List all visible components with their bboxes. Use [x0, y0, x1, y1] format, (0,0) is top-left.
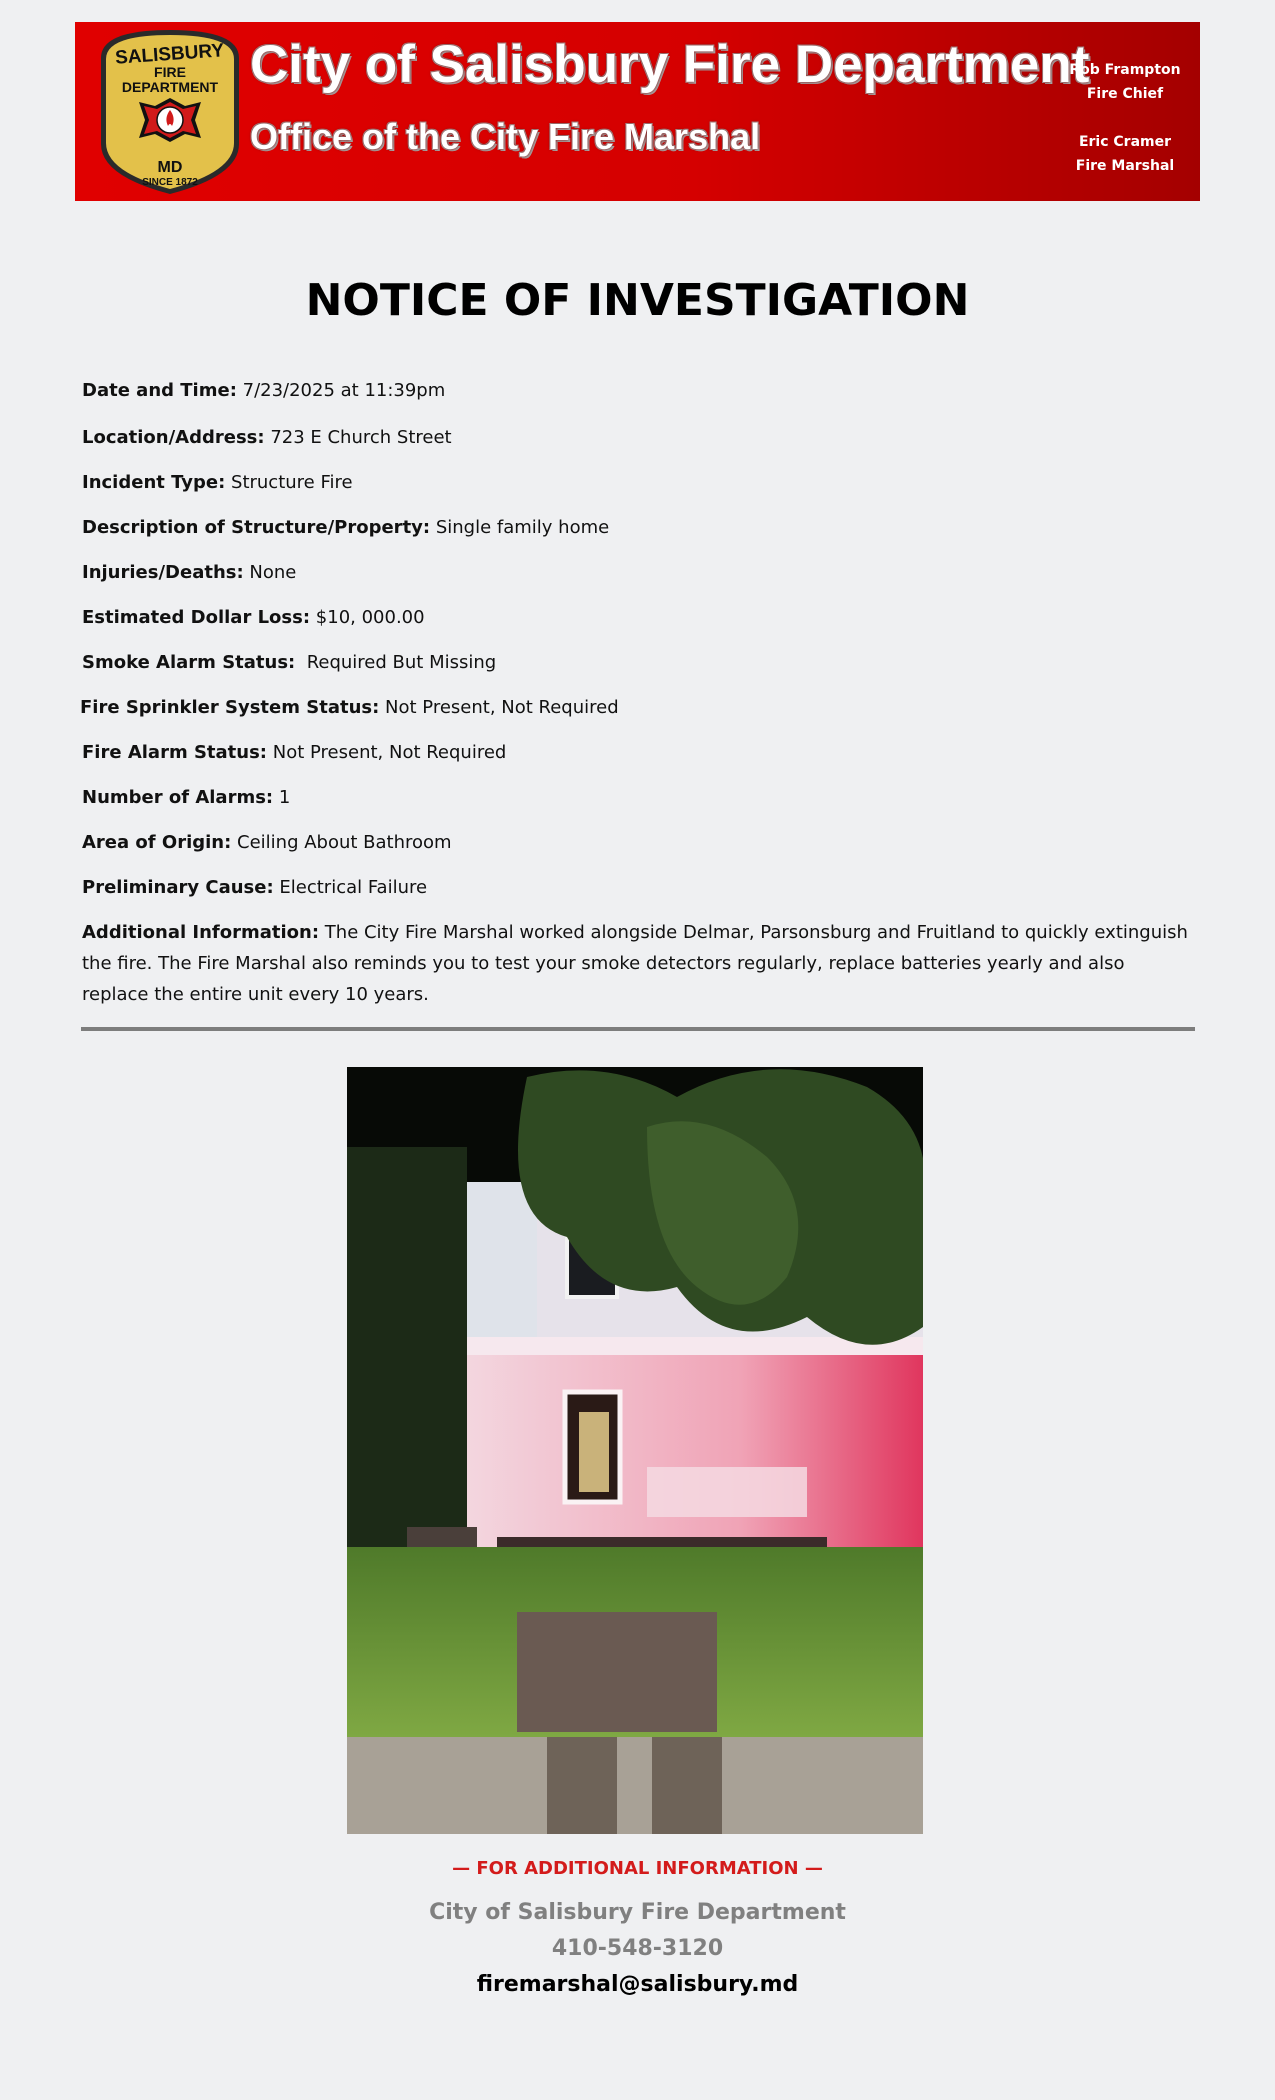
badge-mid-line2: DEPARTMENT: [121, 79, 219, 95]
header-banner: [75, 22, 1200, 201]
field-label: Fire Sprinkler System Status:: [80, 697, 380, 718]
field-label: Estimated Dollar Loss:: [82, 607, 311, 628]
field-injuries: [82, 562, 296, 583]
field-location: [82, 427, 452, 448]
fire-marshal-name: Eric Cramer: [1078, 134, 1172, 150]
field-label: Description of Structure/Property:: [82, 517, 431, 538]
badge-mid-line1: FIRE: [154, 64, 186, 80]
field-value: Electrical Failure: [273, 877, 428, 898]
field-value: None: [243, 562, 297, 583]
field-label: Location/Address:: [82, 427, 265, 448]
officials-block: [1060, 58, 1190, 178]
field-fire-alarm: [82, 742, 506, 763]
banner-subtitle: Office of the City Fire Marshal: [250, 116, 761, 157]
additional-text: The City Fire Marshal worked alongside Delmar, Parsonsburg and Fruitland to quickly extinguish the fire. The Fire Marshal also reminds you to test your smoke detectors regularly, replace batteries yearly and also replace the entire unit every 10 years.: [82, 922, 1188, 1005]
field-value: Not Present, Not Required: [267, 742, 507, 763]
field-value: 1: [273, 787, 291, 808]
field-label: Preliminary Cause:: [82, 877, 274, 898]
fire-chief-role: Fire Chief: [1086, 86, 1164, 102]
additional-information: [82, 917, 1192, 1010]
page-title: NOTICE OF INVESTIGATION: [305, 275, 970, 326]
footer-email[interactable]: firemarshal@salisbury.md: [476, 1972, 799, 1997]
field-area-of-origin: [82, 832, 452, 853]
badge-since: SINCE 1872: [142, 177, 198, 188]
field-alarms-count: [82, 787, 290, 808]
field-value: Required But Missing: [295, 652, 497, 673]
field-label: Date and Time:: [82, 380, 237, 401]
field-label: Fire Alarm Status:: [82, 742, 268, 763]
field-value: Structure Fire: [225, 472, 353, 493]
field-label: Incident Type:: [82, 472, 226, 493]
badge-top-text: SALISBURY: [114, 40, 225, 69]
field-date-time: [82, 380, 445, 401]
field-value: $10, 000.00: [310, 607, 425, 628]
field-value: Single family home: [430, 517, 610, 538]
footer-phone: 410-548-3120: [551, 1936, 724, 1961]
field-dollar-loss: [82, 607, 425, 628]
field-label: Smoke Alarm Status:: [82, 652, 296, 673]
field-value: 723 E Church Street: [264, 427, 452, 448]
fire-chief-name: Rob Frampton: [1069, 62, 1181, 78]
footer-lead: — FOR ADDITIONAL INFORMATION —: [452, 1858, 823, 1879]
field-value: 7/23/2025 at 11:39pm: [236, 380, 446, 401]
field-label: Area of Origin:: [82, 832, 232, 853]
house-photo-icon: [347, 1067, 923, 1834]
field-label: Injuries/Deaths:: [82, 562, 244, 583]
fire-marshal-role: Fire Marshal: [1075, 158, 1175, 174]
additional-label: Additional Information:: [82, 922, 320, 943]
banner-title: City of Salisbury Fire Department: [250, 35, 1090, 94]
field-description: [82, 517, 609, 538]
field-sprinkler: [80, 697, 619, 718]
field-value: Not Present, Not Required: [379, 697, 619, 718]
divider: [81, 1027, 1195, 1031]
fire-department-badge-icon: [93, 26, 247, 196]
incident-photo: [347, 1067, 923, 1834]
field-preliminary-cause: [82, 877, 427, 898]
maltese-cross-icon: [139, 98, 201, 142]
field-label: Number of Alarms:: [82, 787, 274, 808]
footer-org: City of Salisbury Fire Department: [429, 1900, 846, 1925]
field-smoke-alarm: [82, 652, 496, 673]
field-value: Ceiling About Bathroom: [231, 832, 452, 853]
badge-state: MD: [157, 159, 183, 176]
field-incident-type: [82, 472, 353, 493]
